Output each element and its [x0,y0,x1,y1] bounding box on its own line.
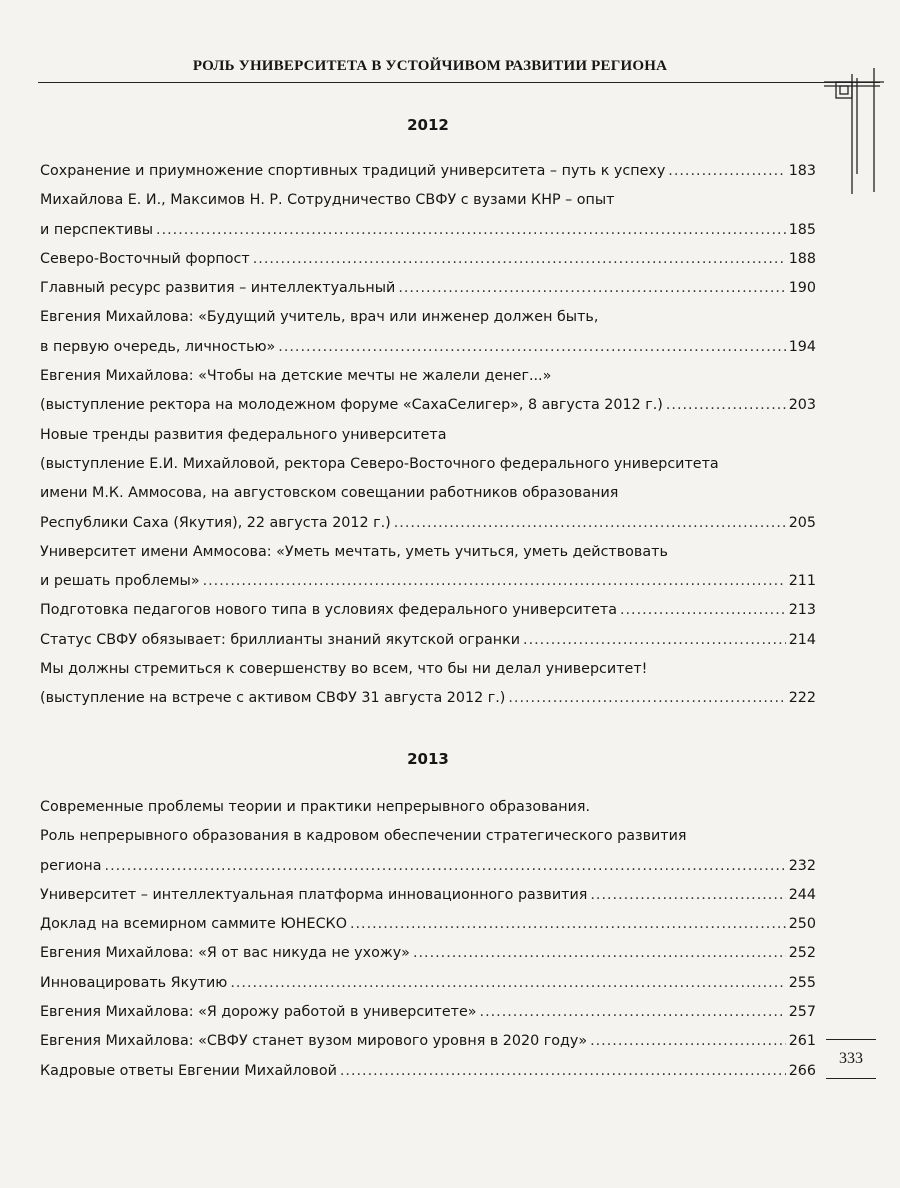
toc-entry [40,939,816,968]
toc-entry [40,157,816,186]
toc-entry-line [40,303,816,332]
dot-leader [620,596,786,625]
toc-entry-line [40,910,816,939]
entry-title-text: Подготовка педагогов нового типа в условиях федерального университета [40,602,617,619]
entry-title-text: Новые тренды развития федерального университета [40,426,447,443]
entry-title-text: и решать проблемы» [40,573,200,590]
toc-entry-line [40,186,816,215]
toc-entry-line [40,538,816,567]
entry-page-number: 250 [788,916,816,933]
toc-entry-line [40,998,816,1027]
toc-entry-line [40,245,816,274]
toc-entry-line [40,157,816,186]
entry-title-text: Современные проблемы теории и практики непрерывного образования. [40,799,591,815]
toc-entry [40,626,816,655]
entry-page-number: 261 [788,1033,816,1050]
entry-page-number: 255 [788,974,816,991]
entry-title-text: Кадровые ответы Евгении Михайловой [40,1062,337,1079]
toc-entry-line [40,655,816,684]
toc-entry-line [40,479,816,508]
entry-title-text: Республики Саха (Якутия), 22 августа 2012 г.) [40,514,391,531]
entry-page-number: 266 [788,1062,816,1079]
toc-entry [40,793,816,881]
entry-title-text: Роль непрерывного образования в кадровом обеспечении стратегического развития [40,828,687,845]
entry-page-number: 183 [788,163,816,179]
toc-entry-line [40,852,816,881]
toc-entry-line [40,333,816,362]
toc-entry [40,362,816,421]
entry-page-number: 213 [788,602,816,619]
entry-title-text: региона [40,857,102,874]
dot-leader [253,245,786,274]
entry-page-number: 244 [788,886,816,903]
toc-entry [40,910,816,939]
toc-entry-line [40,391,816,420]
dot-leader [278,333,785,362]
dot-leader [523,626,786,655]
entry-page-number: 257 [788,1004,816,1021]
entry-title-text: в первую очередь, личностью» [40,338,276,355]
toc-entry-line [40,1057,816,1086]
page-number: 333 [826,1039,876,1079]
toc-entry-line [40,216,816,245]
toc-entry [40,538,816,597]
entry-title-text: Евгения Михайлова: «Я от вас никуда не ухожу» [40,945,410,962]
toc-entry-line [40,596,816,625]
entry-page-number: 211 [788,573,816,590]
toc-entry [40,303,816,362]
entry-title-text: Университет – интеллектуальная платформа инновационного развития [40,886,588,903]
header-rule [38,82,880,83]
entry-title-text: и перспективы [40,221,154,238]
toc-entry [40,186,816,245]
toc-entry [40,1027,816,1056]
year-heading-2012: 2012 [407,116,449,134]
dot-leader [156,216,786,245]
entry-page-number: 188 [788,250,816,267]
toc-entry-line [40,421,816,450]
dot-leader [590,1027,786,1056]
year-heading-2013: 2013 [407,750,449,768]
entry-title-text: Статус СВФУ обязывает: бриллианты знаний якутской огранки [40,631,521,648]
toc-entry-line [40,939,816,968]
toc-entry-line [40,274,816,303]
toc-entry [40,596,816,625]
entry-title-text: (выступление на встрече с активом СВФУ 31 августа 2012 г.) [40,690,506,707]
toc-entry-line [40,567,816,596]
entry-page-number: 190 [788,280,816,297]
entry-page-number: 232 [788,857,816,874]
toc-entry-line [40,822,816,851]
dot-leader [668,157,785,186]
entry-title-text: Евгения Михайлова: «СВФУ станет вузом мирового уровня в 2020 году» [40,1033,588,1050]
corner-ornament [824,64,894,194]
toc-entry [40,1057,816,1086]
toc-entry-line [40,450,816,479]
toc-entry-line [40,1027,816,1056]
entry-title-text: Инновацировать Якутию [40,974,228,991]
toc-entry-line [40,969,816,998]
entry-title-text: Евгения Михайлова: «Я дорожу работой в университете» [40,1004,477,1021]
entry-title-text: имени М.К. Аммосова, на августовском совещании работников образования [40,485,619,502]
entry-title-text: Доклад на всемирном саммите ЮНЕСКО [40,916,347,933]
entry-title-text: Сохранение и приумножение спортивных традиций университета – путь к успеху [40,163,666,179]
entry-page-number: 194 [788,338,816,355]
toc-entry-line [40,626,816,655]
toc-entry-line [40,881,816,910]
entry-title-text: Михайлова Е. И., Максимов Н. Р. Сотрудничество СВФУ с вузами КНР – опыт [40,192,615,209]
toc-entry-line [40,793,816,822]
entry-title-text: Мы должны стремиться к совершенству во всем, что бы ни делал университет! [40,661,648,678]
toc-entry [40,881,816,910]
entry-title-text: Евгения Михайлова: «Чтобы на детские мечты не жалели денег...» [40,368,552,385]
entry-page-number: 222 [788,690,816,707]
entry-title-text: Университет имени Аммосова: «Уметь мечтать, уметь учиться, уметь действовать [40,543,668,560]
dot-leader [480,998,786,1027]
entry-page-number: 214 [788,631,816,648]
dot-leader [398,274,785,303]
toc-entry [40,969,816,998]
toc-entry [40,421,816,538]
entry-page-number: 252 [788,945,816,962]
dot-leader [590,881,785,910]
dot-leader [394,509,786,538]
entry-title-text: Главный ресурс развития – интеллектуальный [40,280,396,297]
dot-leader [666,391,786,420]
entry-page-number: 185 [788,221,816,238]
entry-title-text: (выступление Е.И. Михайловой, ректора Северо-Восточного федерального университета [40,455,719,472]
entry-page-number: 203 [788,397,816,414]
toc-entry [40,998,816,1027]
toc-entry-line [40,684,816,713]
entry-title-text: (выступление ректора на молодежном форуме «СахаСелигер», 8 августа 2012 г.) [40,397,663,414]
dot-leader [340,1057,786,1086]
dot-leader [203,567,786,596]
toc-list-2012 [40,157,816,714]
toc-entry-line [40,362,816,391]
toc-list-2013 [40,793,816,1086]
dot-leader [508,684,785,713]
dot-leader [350,910,786,939]
dot-leader [105,852,786,881]
entry-page-number: 205 [788,514,816,531]
running-header: РОЛЬ УНИВЕРСИТЕТА В УСТОЙЧИВОМ РАЗВИТИИ РЕГИОНА [192,58,668,74]
toc-entry [40,274,816,303]
entry-title-text: Северо-Восточный форпост [40,250,250,267]
toc-entry [40,245,816,274]
entry-title-text: Евгения Михайлова: «Будущий учитель, врач или инженер должен быть, [40,309,599,326]
dot-leader [413,939,786,968]
dot-leader [230,969,785,998]
toc-entry-line [40,509,816,538]
toc-entry [40,655,816,714]
